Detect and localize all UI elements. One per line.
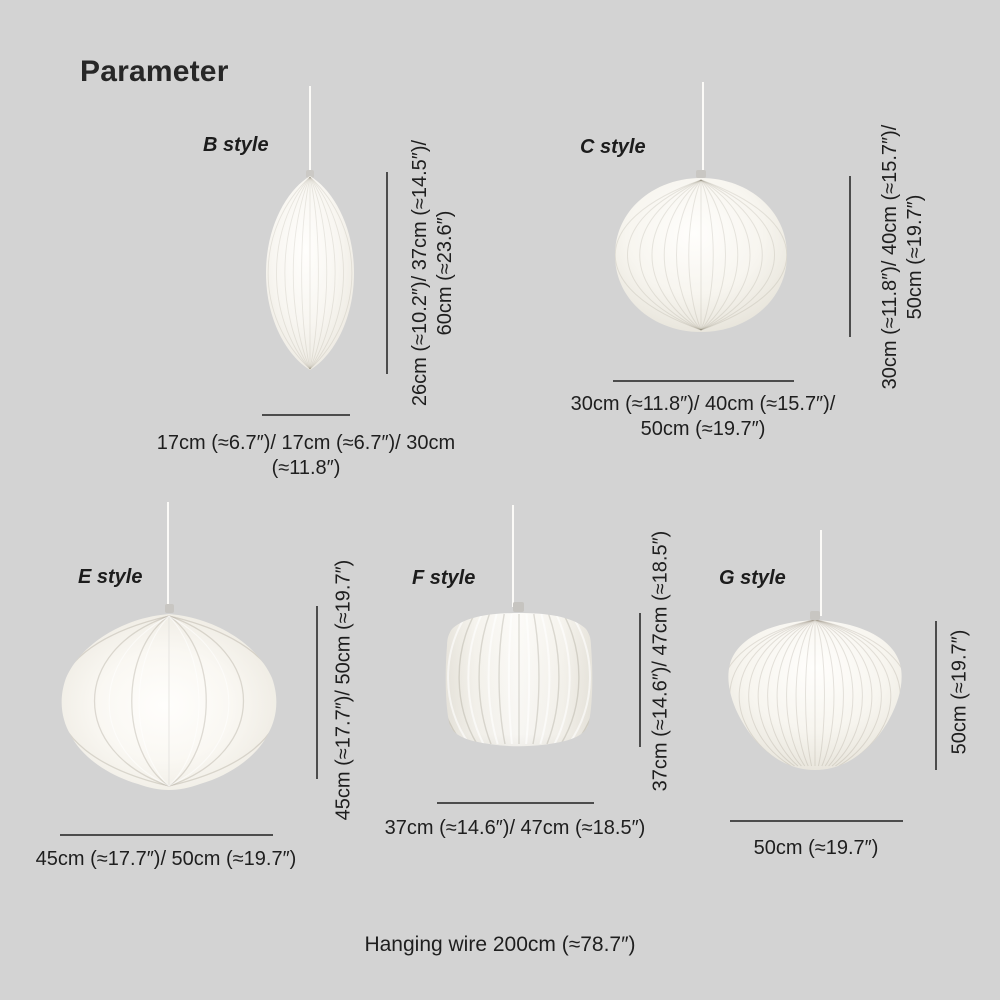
height-dimension-text-c: 30cm (≈11.8″)/ 40cm (≈15.7″)/ 50cm (≈19.7″)	[879, 124, 926, 390]
lamp-label-f: F style	[412, 567, 476, 589]
height-dimension-line-e	[316, 606, 318, 779]
lamp-image-e-propeller	[54, 602, 285, 792]
height-dimension-text-b: 26cm (≈10.2″)/ 37cm (≈14.5″)/ 60cm (≈23.6″)	[409, 139, 456, 407]
width-dimension-text-b: 17cm (≈6.7″)/ 17cm (≈6.7″)/ 30cm (≈11.8″)	[156, 432, 456, 479]
height-dimension-line-c	[849, 176, 851, 337]
height-dimension-text-g: 50cm (≈19.7″)	[948, 629, 971, 755]
hanging-wire-b	[309, 86, 311, 176]
width-dimension-text-g: 50cm (≈19.7″)	[753, 837, 879, 859]
width-dimension-line-c	[613, 380, 794, 382]
hanging-wire-e	[167, 502, 169, 608]
lamp-label-c: C style	[580, 136, 646, 158]
width-dimension-text-f: 37cm (≈14.6″)/ 47cm (≈18.5″)	[384, 817, 646, 839]
hanging-wire-g	[820, 530, 822, 616]
height-dimension-text-f: 37cm (≈14.6″)/ 47cm (≈18.5″)	[649, 530, 672, 792]
width-dimension-line-b	[262, 414, 350, 416]
lamp-label-b: B style	[203, 134, 269, 156]
width-dimension-line-e	[60, 834, 273, 836]
lamp-label-g: G style	[719, 567, 786, 589]
lamp-label-e: E style	[78, 566, 143, 588]
lamp-image-g-apple	[723, 610, 907, 778]
hanging-wire-c	[702, 82, 704, 176]
hanging-wire-f	[512, 505, 514, 607]
height-dimension-line-g	[935, 621, 937, 770]
width-dimension-line-f	[437, 802, 594, 804]
page-title: Parameter	[80, 55, 229, 88]
height-dimension-line-f	[639, 613, 641, 747]
lamp-image-c-ball	[608, 170, 794, 336]
lamp-image-f-lantern	[433, 600, 605, 758]
width-dimension-line-g	[730, 820, 903, 822]
lamp-image-b-cigar	[261, 170, 359, 374]
width-dimension-text-e: 45cm (≈17.7″)/ 50cm (≈19.7″)	[35, 848, 297, 870]
width-dimension-text-c: 30cm (≈11.8″)/ 40cm (≈15.7″)/ 50cm (≈19.7″)	[570, 393, 836, 440]
hanging-wire-note: Hanging wire 200cm (≈78.7″)	[364, 933, 636, 956]
height-dimension-text-e: 45cm (≈17.7″)/ 50cm (≈19.7″)	[332, 559, 355, 821]
height-dimension-line-b	[386, 172, 388, 374]
